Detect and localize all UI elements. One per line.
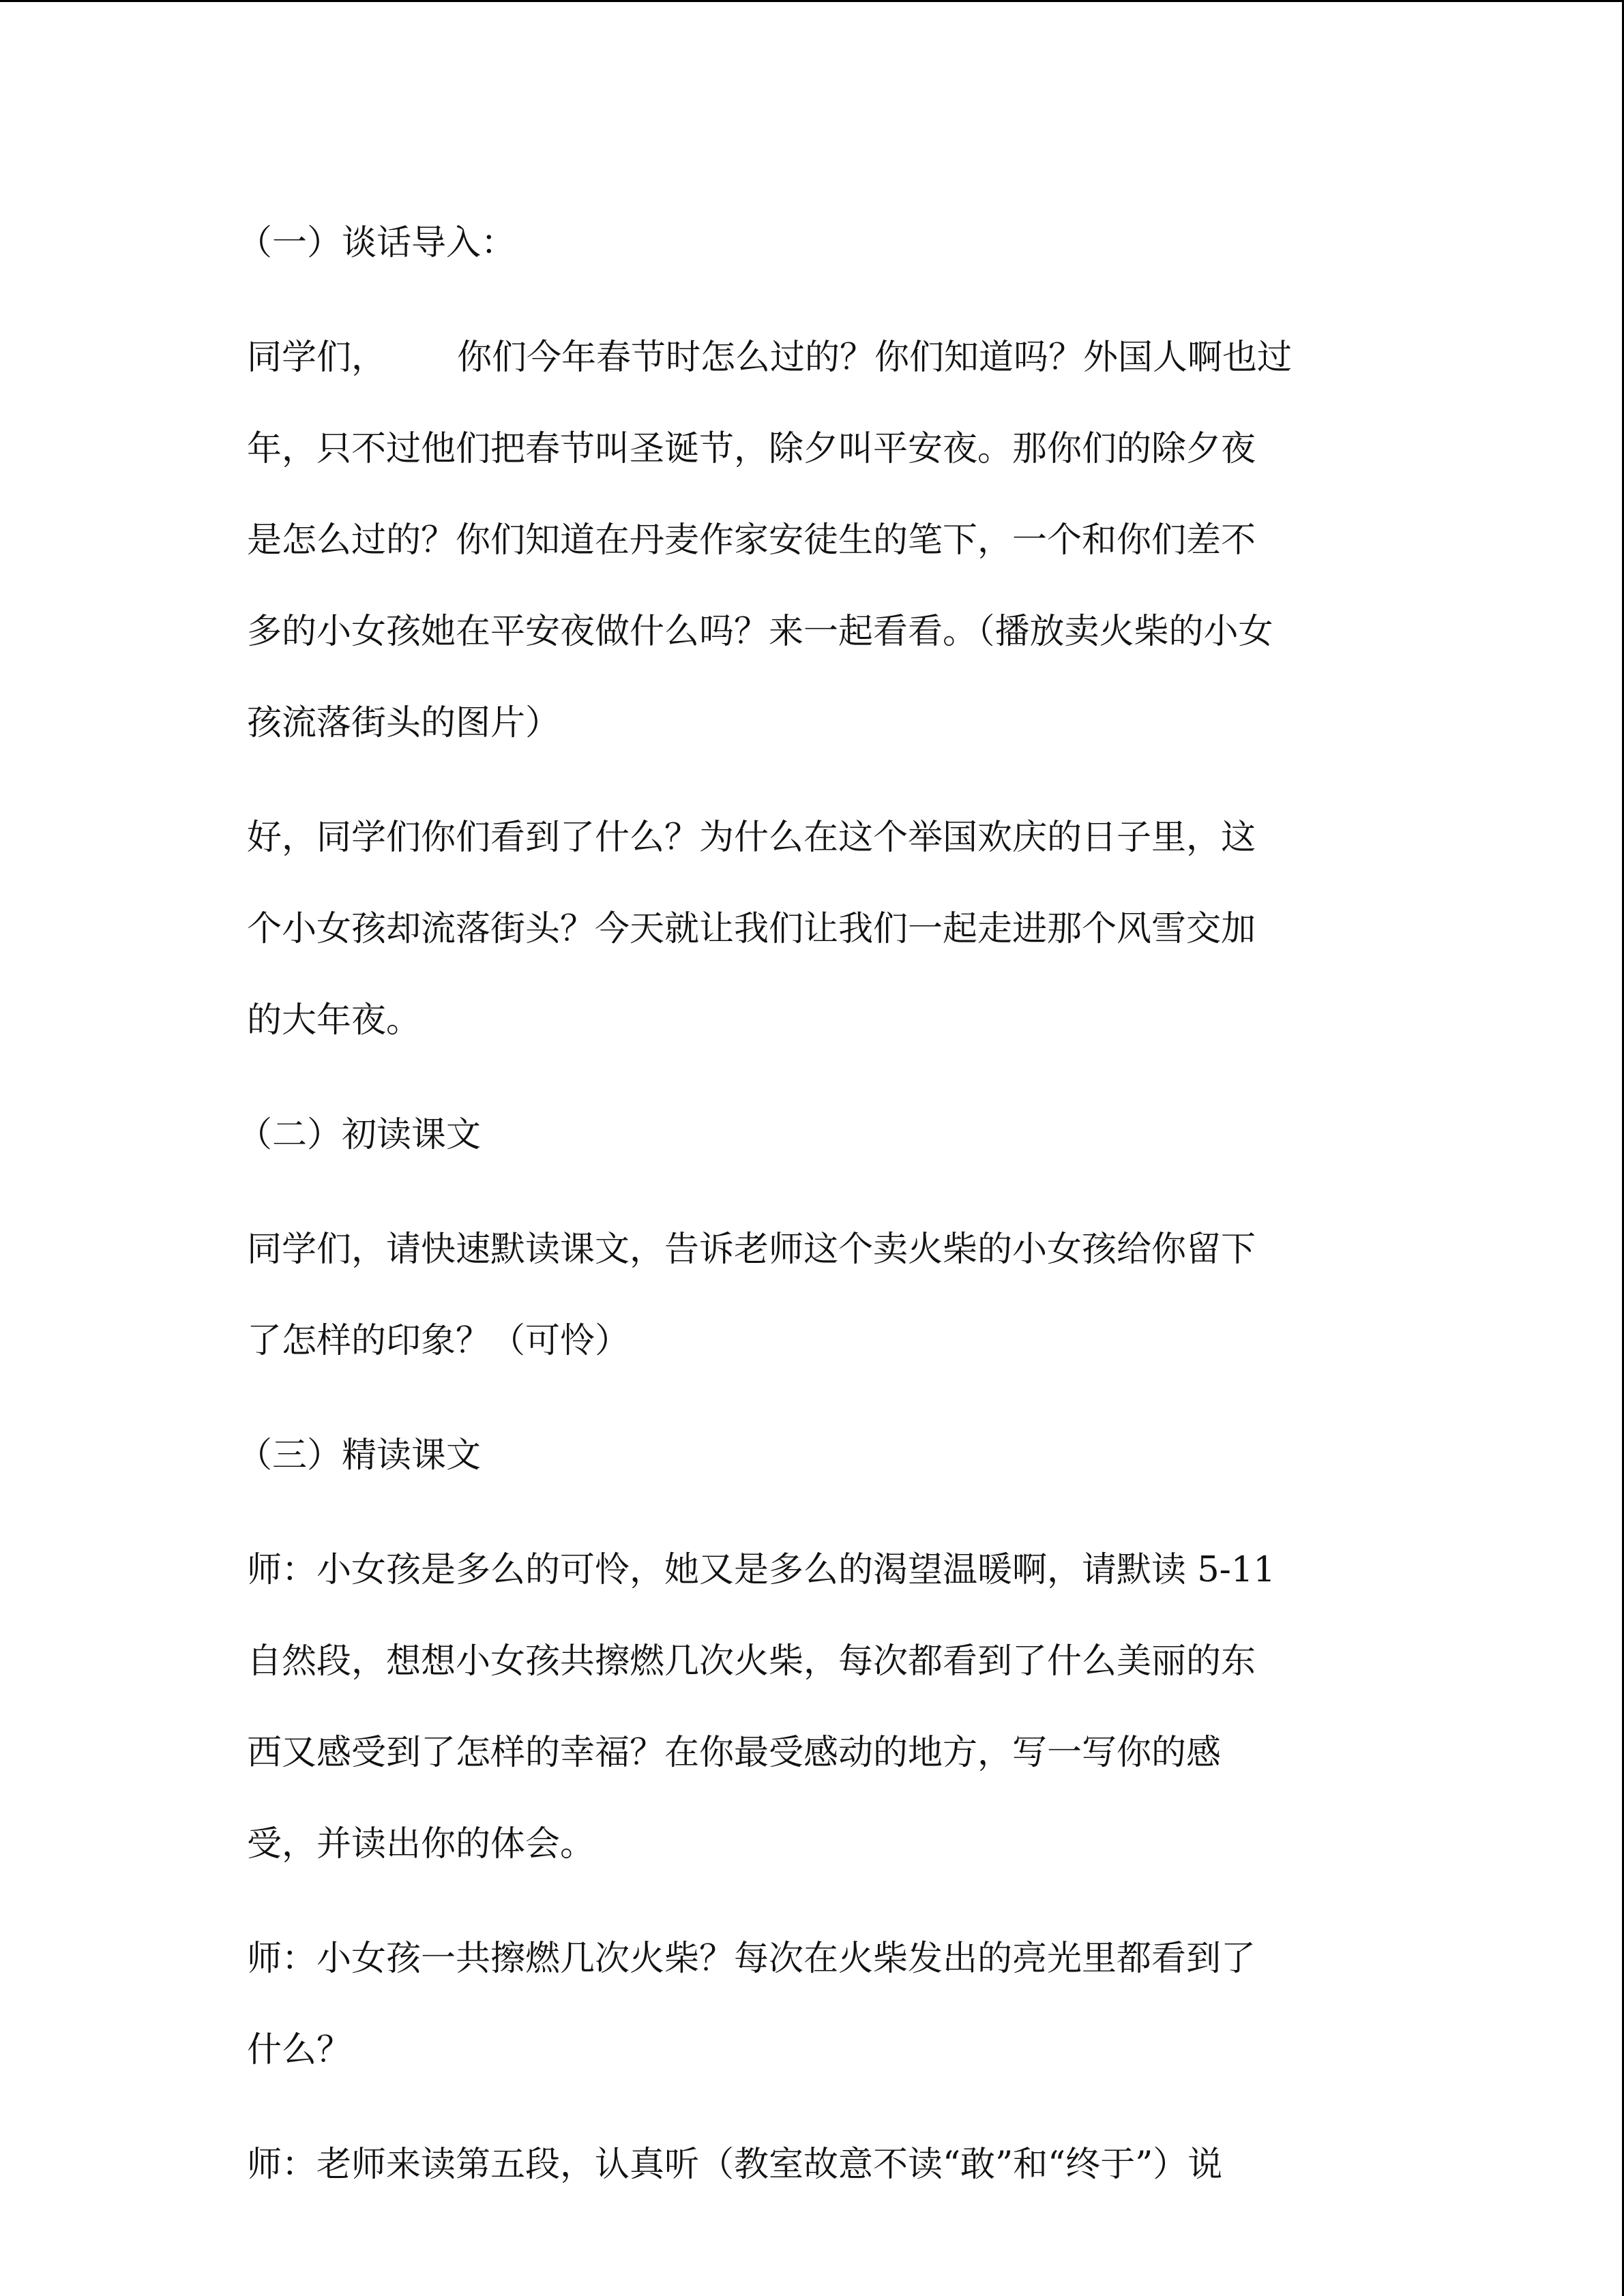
text-line: 好，同学们你们看到了什么？为什么在这个举国欢庆的日子里，这 <box>247 818 1256 858</box>
paragraph-matches-question <box>247 1913 1386 2096</box>
paragraph-close-reading <box>247 1525 1386 1890</box>
paragraph-teacher-reading <box>247 2119 1386 2211</box>
text-span: 你们今年春节时怎么过的？你们知道吗？外国人啊也过 <box>457 338 1293 378</box>
text-line: 同学们，请快速默读课文，告诉老师这个卖火柴的小女孩给你留下 <box>247 1229 1256 1270</box>
text-line: 孩流落街头的图片） <box>247 703 561 743</box>
text-line: 自然段，想想小女孩共擦燃几次火柴，每次都看到了什么美丽的东 <box>247 1641 1256 1682</box>
text-line: 的大年夜。 <box>247 1000 422 1041</box>
paragraph-first-reading <box>247 1204 1386 1387</box>
paragraph-intro <box>247 312 1386 769</box>
text-line: 多的小女孩她在平安夜做什么吗？来一起看看。（播放卖火柴的小女 <box>247 612 1273 652</box>
spacer <box>247 1890 1386 1913</box>
spacer <box>247 1502 1386 1525</box>
section-heading-3: （三）精读课文 <box>237 1435 482 1476</box>
text-line: 是怎么过的？你们知道在丹麦作家安徒生的笔下，一个和你们差不 <box>247 520 1256 561</box>
section-heading-2: （二）初读课文 <box>237 1115 482 1155</box>
text-line: 师：小女孩是多么的可怜，她又是多么的渴望温暖啊，请默读 5-11 <box>247 1550 1275 1590</box>
text-line: 师：老师来读第五段，认真听（教室故意不读“敢”和“终于”）说 <box>247 2145 1223 2185</box>
text-line: 个小女孩却流落街头？今天就让我们让我们一起走进那个风雪交加 <box>247 909 1256 949</box>
page-top-border <box>0 0 1624 2</box>
text-line: 受，并读出你的体会。 <box>247 1824 595 1864</box>
spacer <box>247 1181 1386 1204</box>
text-span: 同学们， <box>247 338 387 378</box>
document-body <box>237 198 1386 2211</box>
paragraph-question <box>247 792 1386 1067</box>
spacer <box>247 2096 1386 2119</box>
text-line: 了怎样的印象？（可怜） <box>247 1321 630 1361</box>
section-heading-1: （一）谈话导入： <box>237 223 516 263</box>
text-line: 西又感受到了怎样的幸福？在你最受感动的地方，写一写你的感 <box>247 1733 1222 1773</box>
text-line: 师：小女孩一共擦燃几次火柴？每次在火柴发出的亮光里都看到了 <box>247 1939 1256 1979</box>
text-line: 年，只不过他们把春节叫圣诞节，除夕叫平安夜。那你们的除夕夜 <box>247 429 1256 469</box>
spacer <box>247 1387 1386 1410</box>
spacer <box>247 769 1386 792</box>
text-line: 什么？ <box>247 2030 352 2070</box>
spacer <box>247 1067 1386 1090</box>
text-line <box>247 312 1386 404</box>
spacer <box>247 289 1386 312</box>
